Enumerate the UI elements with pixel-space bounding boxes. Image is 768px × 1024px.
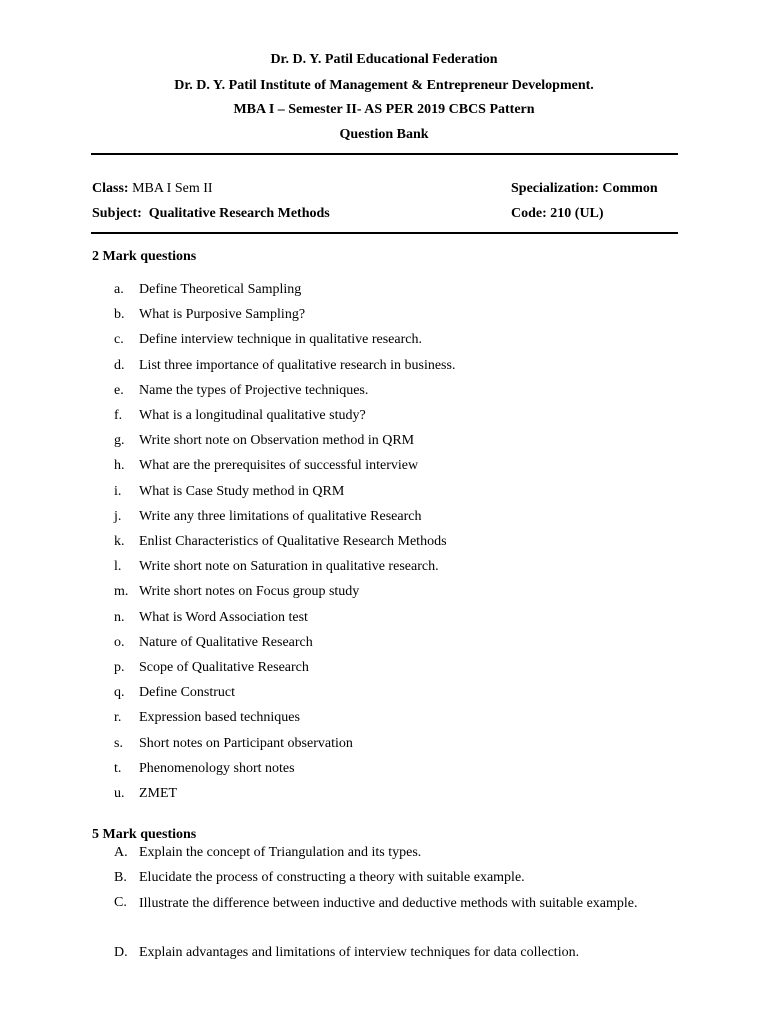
question-text: Define interview technique in qualitative research. [139, 332, 422, 348]
question-marker: s. [114, 735, 123, 751]
question-marker: k. [114, 534, 125, 549]
question-marker: B. [114, 870, 127, 885]
question-text: ZMET [139, 786, 178, 801]
class-label: Class: [92, 181, 129, 196]
question-text: List three importance of qualitative research in business. [139, 357, 456, 373]
question-marker: r. [114, 710, 122, 726]
question-text: Short notes on Participant observation [139, 735, 353, 751]
question-text: Scope of Qualitative Research [139, 660, 309, 675]
question-text: Nature of Qualitative Research [139, 634, 313, 650]
question-text: Write any three limitations of qualitative Research [139, 508, 422, 524]
question-text: What is Purposive Sampling? [139, 307, 306, 323]
specialization-line [511, 181, 658, 197]
two-mark-heading: 2 Mark questions [92, 249, 197, 264]
specialization-label: Specialization: [511, 181, 599, 196]
code-label: Code: [511, 206, 547, 221]
question-marker: c. [114, 332, 124, 348]
question-text: Illustrate the difference between inductive and deductive methods with suitable example. [139, 896, 638, 911]
question-text: What is Case Study method in QRM [139, 483, 345, 499]
question-marker: D. [114, 945, 128, 960]
question-text: What is a longitudinal qualitative study? [139, 408, 366, 423]
header-program: MBA I – Semester II- AS PER 2019 CBCS Pattern [233, 102, 535, 117]
question-text: What is Word Association test [139, 609, 308, 625]
question-marker: t. [114, 760, 122, 776]
subject-line [92, 206, 330, 222]
subject-value: Qualitative Research Methods [148, 206, 330, 221]
question-marker: l. [114, 559, 122, 575]
question-marker: u. [114, 786, 125, 801]
question-marker: f. [114, 408, 123, 423]
question-text: Define Theoretical Sampling [139, 282, 302, 297]
question-marker: C. [114, 895, 127, 910]
question-marker: b. [114, 307, 125, 323]
question-marker: a. [114, 282, 124, 297]
question-marker: n. [114, 609, 125, 625]
question-text: Elucidate the process of constructing a theory with suitable example. [139, 870, 525, 885]
question-marker: g. [114, 433, 125, 449]
subject-label: Subject: [92, 206, 142, 221]
question-text: Write short note on Observation method in QRM [139, 433, 415, 449]
header-federation: Dr. D. Y. Patil Educational Federation [270, 52, 498, 67]
question-text: Enlist Characteristics of Qualitative Research Methods [139, 534, 447, 549]
question-marker: o. [114, 634, 125, 650]
question-text: Name the types of Projective techniques. [139, 382, 369, 398]
question-marker: q. [114, 685, 125, 701]
question-marker: p. [114, 660, 125, 675]
question-text: Write short notes on Focus group study [139, 584, 360, 600]
bottom-rule [91, 232, 678, 234]
question-text: Define Construct [139, 685, 236, 701]
question-marker: j. [114, 508, 122, 524]
header-institute: Dr. D. Y. Patil Institute of Management & Entrepreneur Development. [174, 78, 594, 93]
five-mark-heading: 5 Mark questions [92, 827, 197, 842]
question-marker: m. [114, 584, 129, 600]
header-question-bank: Question Bank [339, 127, 429, 142]
top-rule [91, 153, 678, 155]
specialization-value: Common [602, 181, 658, 196]
question-text: Phenomenology short notes [139, 760, 295, 776]
question-text: Write short note on Saturation in qualitative research. [139, 559, 439, 575]
question-text: Explain the concept of Triangulation and its types. [139, 845, 422, 860]
question-marker: d. [114, 357, 125, 373]
question-marker: A. [114, 845, 128, 860]
question-marker: h. [114, 458, 125, 474]
question-text: What are the prerequisites of successful interview [139, 458, 419, 474]
question-marker: i. [114, 483, 122, 499]
code-value: 210 (UL) [550, 206, 604, 221]
class-line [92, 181, 213, 197]
code-line [511, 206, 604, 222]
class-value: MBA I Sem II [132, 181, 213, 196]
question-text: Explain advantages and limitations of interview techniques for data collection. [139, 945, 580, 960]
question-text: Expression based techniques [139, 710, 300, 726]
question-marker: e. [114, 382, 124, 398]
